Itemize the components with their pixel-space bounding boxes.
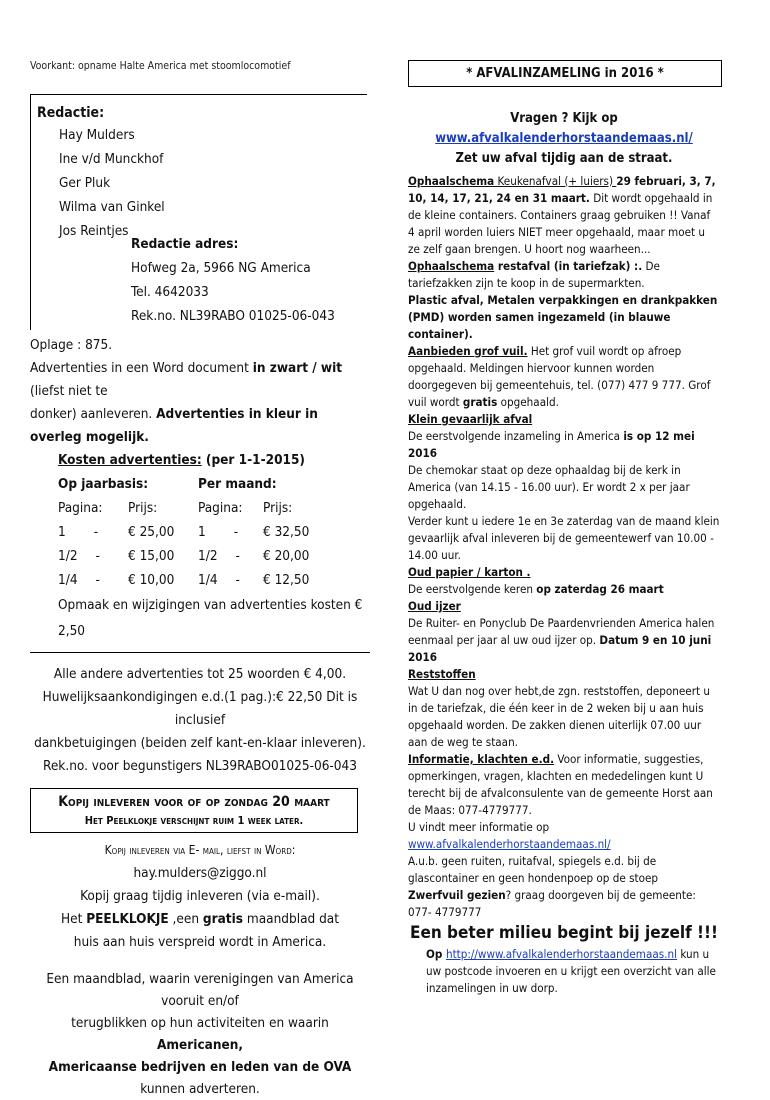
redactie-name: Wilma van Ginkel [59,199,165,215]
kosten-title: Kosten advertenties: (per 1-1-2015) [58,452,305,468]
table-row: 1 - € 25,00 1 - € 32,50 [58,524,310,540]
kopij-sub: Het Peelklokje verschijnt ruim 1 week later. [84,814,304,827]
afval-header: * AFVALINZAMELING in 2016 * [408,60,722,87]
price-table: Op jaarbasis: Per maand: Pagina: Prijs: Pagina: Prijs: 1 - € 25,00 1 - € 32,50 1/2 - € 15,00 1/2 - € 20,00 1/4 - € 10,00 1/4 - € 12,50 [58,472,309,592]
glas-note: A.u.b. geen ruiten, ruitafval, spiegels e.d. bij de glascontainer en geen hondenpoep op de stoep [408,854,659,885]
cover-note: Voorkant: opname Halte America met stoomlocomotief [30,60,291,72]
klein-gevaarlijk: Klein gevaarlijk afval De eerstvolgende inzameling in America is op 12 mei 2016 De chemokar staat op deze ophaaldag bij de kerk in America (van 14.15 - 16.00 uur). Er wordt 2 x per jaar opgehaald. Verder kunt u iedere 1e en 3e zaterdag van de maand klein gevaarlijk afval inleveren bij de gemeentewerf van 10.00 - 14.00 uur. [408,412,720,562]
afval-link[interactable]: http://www.afvalkalenderhorstaandemaas.nl [445,947,678,961]
address-line: Tel. 4642033 [131,284,209,300]
adv-line-2: donker) aanleveren. Advertenties in kleur in overleg mogelijk. [30,406,318,445]
redactie-name: Ger Pluk [59,175,111,191]
afval-link[interactable]: www.afvalkalenderhorstaandemaas.nl/ [408,837,611,851]
informatie: Informatie, klachten e.d. Voor informatie, suggesties, opmerkingen, vragen, klachten en mededelingen kunt U terecht bij de afvalconsulente van de gemeente Horst aan de Maas: 077-4779777. [408,752,713,817]
address-line: Rek.no. NL39RABO 01025-06-043 [131,308,335,324]
closing-text: Een maandblad, waarin verenigingen van America vooruit en/of terugblikken op hun activiteiten en waarin Americanen, Americaanse bedrijven en leden van de OVA kunnen adverteren. [46,971,354,1097]
redactie-address [131,232,335,328]
address-title: Redactie adres: [131,236,239,252]
left-column [30,60,370,1100]
redactie-box [30,94,367,330]
kopij-deadline-box [30,788,358,833]
advertising-info [30,334,370,472]
address-line: Hofweg 2a, 5966 NG America [131,260,311,276]
redactie-name: Ine v/d Munckhof [59,151,164,167]
postcode-note: Op http://www.afvalkalenderhorstaandemaas.nl kun u uw postcode invoeren en u krijgt een overzicht van alle inzamelingen in uw dorp. [426,947,716,995]
vragen: Vragen ? Kijk op www.afvalkalenderhorstaandemaas.nl/ Zet uw afval tijdig aan de straat. [435,111,693,166]
adv-line-1: Advertenties in een Word document in zwart / wit (liefst niet te [30,360,343,399]
slogan: Een beter milieu begint bij jezelf !!! [410,923,718,943]
oud-papier: Oud papier / karton . De eerstvolgende keren op zaterdag 26 maart [408,565,664,596]
other-ads: Alle andere advertenties tot 25 woorden € 4,00. Huwelijksaankondigingen e.d.(1 pag.):€ 22,50 Dit is inclusief dankbetuigingen (beiden zelf kant-en-klaar inleveren). Rek.no. voor begunstigers NL39RABO01025-06-043 [34,666,366,774]
oud-ijzer: Oud ijzer De Ruiter- en Ponyclub De Paardenvrienden America halen eenmaal per jaar al uw oud ijzer op. Datum 9 en 10 juni 2016 [408,599,715,664]
kopij-deadline: Kopij inleveren voor of op zondag 20 maart [58,794,330,810]
zwerfvuil: Zwerfvuil gezien? graag doorgeven bij de gemeente: 077- 4779777 [408,888,696,919]
grof-vuil: Aanbieden grof vuil. Het grof vuil wordt op afroep opgehaald. Meldingen hiervoor kunnen worden doorgegeven bij gemeentehuis, tel. (077) 477 9 777. Grof vuil wordt gratis opgehaald. [408,344,711,409]
divider [30,652,370,653]
redactie-title: Redactie: [37,105,105,121]
email[interactable]: hay.mulders@ziggo.nl [133,865,267,881]
table-row: 1/4 - € 10,00 1/4 - € 12,50 [58,572,310,588]
redactie-name: Jos Reintjes [59,223,129,239]
right-column [408,60,720,997]
keukenafval: Ophaalschema Keukenafval (+ luiers) 29 februari, 3, 7, 10, 14, 17, 21, 24 en 31 maart. Dit wordt opgehaald in de kleine containers. Containers graag gebruiken !! Vanaf 4 april worden luiers NIET meer opgehaald, maar moet u ze zelf gaan brengen. U hoort nog waarheen... [408,174,716,256]
pmd: Plastic afval, Metalen verpakkingen en drankpakken (PMD) worden samen ingezameld (in blauwe container). [408,293,718,341]
reststoffen: Reststoffen Wat U dan nog over hebt,de zgn. reststoffen, deponeert u in de tariefzak, die één keer in de 2 weken bij u aan huis opgehaald worden. De zakken dienen uiterlijk 07.00 uur aan de weg te staan. [408,667,710,749]
redactie-name: Hay Mulders [59,127,135,143]
meer-info: U vindt meer informatie op www.afvalkalenderhorstaandemaas.nl/ [408,820,611,851]
opmaak-note: Opmaak en wijzigingen van advertenties kosten € 2,50 [58,597,363,639]
afval-link[interactable]: www.afvalkalenderhorstaandemaas.nl/ [435,131,693,146]
table-row: 1/2 - € 15,00 1/2 - € 20,00 [58,548,310,564]
restafval: Ophaalschema restafval (in tariefzak) :. De tariefzakken zijn te koop in de supermarkten. [408,259,660,290]
kopij-info: Kopij inleveren via E- mail, liefst in Word: hay.mulders@ziggo.nl Kopij graag tijdig inleveren (via e-mail). Het PEELKLOKJE ,een gratis maandblad dat huis aan huis verspreid wordt in America. [30,839,370,954]
oplage: Oplage : 875. [30,337,113,353]
